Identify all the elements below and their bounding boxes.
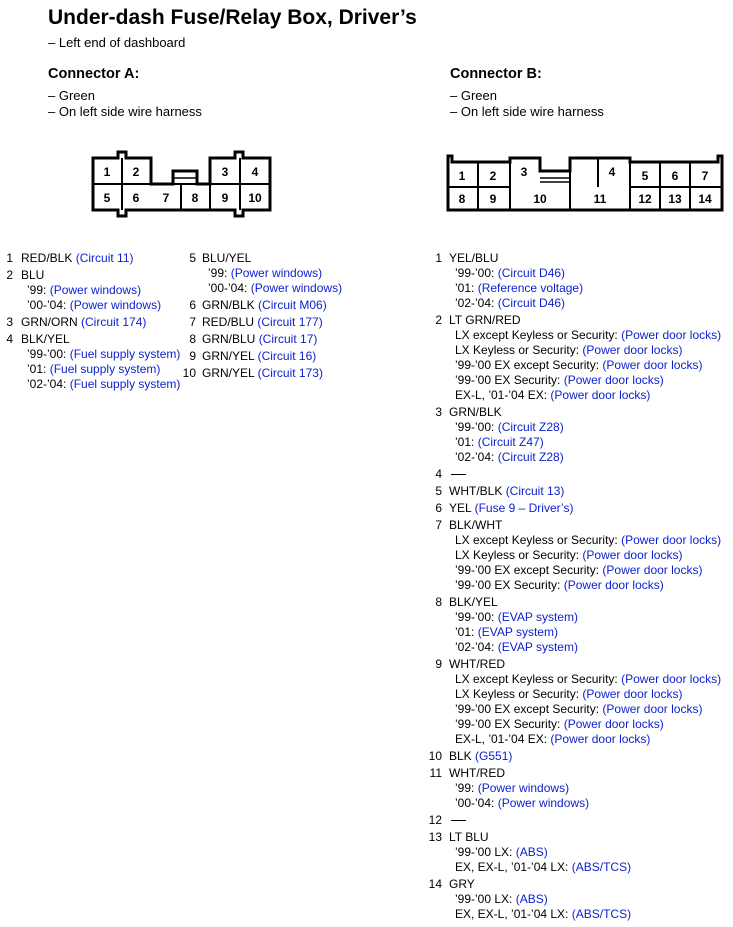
pin-number: 7	[189, 315, 196, 329]
variant-label: ’99-’00:	[455, 266, 495, 280]
pin-wire-line	[449, 405, 730, 420]
pin-wire-line	[449, 877, 730, 892]
variant-label: ’02-’04:	[27, 377, 67, 391]
connector-b-cavity: 13	[668, 192, 682, 206]
variant-label: EX, EX-L, ’01-’04 LX:	[455, 860, 569, 874]
pin-entry	[420, 501, 730, 516]
circuit-reference-link: (Power door locks)	[602, 563, 703, 577]
connector-a-notes	[48, 88, 202, 120]
pin-wire-line	[449, 766, 730, 781]
wire-color: GRN/BLK	[202, 298, 255, 312]
pin-entry	[420, 313, 730, 403]
pin-variant-line	[449, 420, 730, 435]
wire-color: GRN/ORN	[21, 315, 78, 329]
circuit-reference-link: (Circuit 174)	[81, 315, 147, 329]
pin-number: 8	[189, 332, 196, 346]
pin-entry	[420, 467, 730, 482]
pin-variant-line	[202, 281, 382, 296]
circuit-reference-link: (Power windows)	[69, 298, 162, 312]
circuit-reference-link: (Power windows)	[230, 266, 323, 280]
pin-number: 1	[435, 251, 442, 265]
variant-label: LX except Keyless or Security:	[455, 328, 618, 342]
pin-variant-line	[21, 347, 185, 362]
variant-label: LX except Keyless or Security:	[455, 672, 618, 686]
circuit-reference-link: (Power door locks)	[621, 672, 722, 686]
pin-variant-line	[449, 533, 730, 548]
circuit-reference-link: (Circuit D46)	[497, 266, 566, 280]
pin-variant-line	[449, 732, 730, 747]
pin-entry	[420, 877, 730, 922]
circuit-reference-link: (EVAP system)	[497, 640, 578, 654]
pin-wire-line	[449, 749, 730, 764]
connector-a-cavity: 7	[162, 191, 170, 205]
pin-wire-line	[449, 657, 730, 672]
variant-label: ’99-’00 LX:	[455, 892, 513, 906]
pin-entry	[182, 349, 382, 364]
pin-entry	[182, 332, 382, 347]
circuit-reference-link: (ABS/TCS)	[571, 860, 632, 874]
pin-wire-line	[449, 484, 730, 499]
circuit-reference-link: (Power door locks)	[582, 548, 683, 562]
pin-entry	[182, 315, 382, 330]
variant-label: ’02-’04:	[455, 450, 495, 464]
pin-entry	[5, 268, 185, 313]
wire-color: GRN/YEL	[202, 366, 255, 380]
pin-number: 8	[435, 595, 442, 609]
connector-a-pin-list-right	[182, 251, 382, 383]
pin-variant-line	[449, 373, 730, 388]
wire-color: GRN/YEL	[202, 349, 255, 363]
variant-label: LX Keyless or Security:	[455, 343, 580, 357]
circuit-reference-link: (ABS)	[515, 845, 548, 859]
pin-entry	[420, 813, 730, 828]
page-title: Under-dash Fuse/Relay Box, Driver’s	[48, 6, 417, 29]
connector-a-cavity: 4	[251, 165, 259, 179]
wire-color: WHT/RED	[449, 657, 505, 671]
circuit-reference-link: (Power door locks)	[602, 702, 703, 716]
connector-b-cavity: 11	[593, 192, 607, 206]
wire-color: GRN/BLU	[202, 332, 256, 346]
connector-a-diagram	[85, 148, 285, 220]
variant-label: LX Keyless or Security:	[455, 687, 580, 701]
circuit-reference-link: (Circuit D46)	[497, 296, 566, 310]
circuit-reference-link: (Circuit 173)	[257, 366, 323, 380]
pin-entry	[420, 405, 730, 465]
variant-label: ’02-’04:	[455, 296, 495, 310]
circuit-reference-link: (ABS)	[515, 892, 548, 906]
circuit-reference-link: (ABS/TCS)	[571, 907, 632, 921]
circuit-reference-link: (Fuel supply system)	[49, 362, 161, 376]
pin-entry	[420, 830, 730, 875]
variant-label: ’99-’00 LX:	[455, 845, 513, 859]
variant-label: ’99-’00:	[455, 610, 495, 624]
variant-label: ’01:	[27, 362, 47, 376]
circuit-reference-link: (Circuit 177)	[257, 315, 323, 329]
pin-wire-line	[202, 332, 382, 347]
pin-number: 1	[6, 251, 13, 265]
pin-number: 2	[6, 268, 13, 282]
wire-color: WHT/RED	[449, 766, 505, 780]
pin-number: 7	[435, 518, 442, 532]
circuit-reference-link: (Power door locks)	[582, 687, 683, 701]
wire-color: BLU/YEL	[202, 251, 252, 265]
connector-b-diagram	[440, 148, 730, 220]
variant-label: ’99-’00 EX Security:	[455, 373, 561, 387]
circuit-reference-link: (Power door locks)	[563, 717, 664, 731]
circuit-reference-link: (Power door locks)	[582, 343, 683, 357]
page-subtitle: – Left end of dashboard	[48, 35, 186, 50]
pin-wire-line	[21, 315, 185, 330]
pin-number: 4	[435, 467, 442, 481]
pin-wire-line	[449, 813, 730, 828]
pin-number: 14	[428, 877, 442, 891]
pin-variant-line	[202, 266, 382, 281]
pin-variant-line	[449, 860, 730, 875]
pin-wire-line	[449, 595, 730, 610]
circuit-reference-link: (Power door locks)	[563, 578, 664, 592]
circuit-reference-link: (Power door locks)	[563, 373, 664, 387]
pin-variant-line	[449, 548, 730, 563]
variant-label: ’99-’00 EX except Security:	[455, 358, 600, 372]
connector-b-cavity: 2	[489, 169, 497, 183]
connector-b-pin-list	[420, 251, 730, 924]
pin-variant-line	[21, 298, 185, 313]
connector-b-cavity: 12	[638, 192, 652, 206]
pin-number: 6	[435, 501, 442, 515]
pin-variant-line	[449, 907, 730, 922]
variant-label: ’01:	[455, 435, 475, 449]
pin-variant-line	[21, 377, 185, 392]
pin-variant-line	[449, 563, 730, 578]
wire-color: LT GRN/RED	[449, 313, 521, 327]
connector-a-cavity: 3	[221, 165, 229, 179]
circuit-reference-link: (Power windows)	[497, 796, 590, 810]
connector-b-cavity: 7	[701, 169, 709, 183]
pin-variant-line	[449, 388, 730, 403]
circuit-reference-link: (Power door locks)	[602, 358, 703, 372]
wire-color: WHT/BLK	[449, 484, 503, 498]
circuit-reference-link: (Power windows)	[49, 283, 142, 297]
pin-number: 9	[435, 657, 442, 671]
circuit-reference-link: (EVAP system)	[497, 610, 578, 624]
circuit-reference-link: (Circuit M06)	[258, 298, 327, 312]
connector-a-cavity: 8	[191, 191, 199, 205]
variant-label: EX-L, ’01-’04 EX:	[455, 732, 548, 746]
pin-wire-line	[202, 298, 382, 313]
wire-color: BLK	[449, 749, 472, 763]
variant-label: LX Keyless or Security:	[455, 548, 580, 562]
connector-b-cavity: 4	[608, 165, 616, 179]
pin-wire-line	[449, 518, 730, 533]
pin-variant-line	[449, 343, 730, 358]
pin-entry	[420, 484, 730, 499]
wire-color: YEL/BLU	[449, 251, 499, 265]
circuit-reference-link: (Circuit Z47)	[477, 435, 544, 449]
pin-entry	[420, 251, 730, 311]
connector-b-heading: Connector B:	[450, 66, 542, 82]
connector-b-cavity: 14	[698, 192, 712, 206]
pin-number: 11	[429, 766, 442, 780]
wire-color: BLK/WHT	[449, 518, 503, 532]
variant-label: ’99-’00 EX Security:	[455, 578, 561, 592]
pin-variant-line	[449, 450, 730, 465]
variant-label: EX, EX-L, ’01-’04 LX:	[455, 907, 569, 921]
pin-entry	[420, 518, 730, 593]
connector-a-pin-list-left	[5, 251, 185, 394]
connector-a-cavity: 6	[132, 191, 140, 205]
variant-label: ’00-’04:	[455, 796, 495, 810]
variant-label: ’00-’04:	[27, 298, 67, 312]
pin-number: 12	[428, 813, 442, 827]
pin-number: 5	[435, 484, 442, 498]
variant-label: ’01:	[455, 625, 475, 639]
pin-wire-line	[202, 251, 382, 266]
pin-variant-line	[449, 781, 730, 796]
pin-variant-line	[449, 610, 730, 625]
pin-entry	[420, 657, 730, 747]
variant-label: ’01:	[455, 281, 475, 295]
pin-variant-line	[449, 358, 730, 373]
empty-pin-dash	[451, 820, 466, 821]
connector-a-cavity: 9	[221, 191, 229, 205]
circuit-reference-link: (Circuit 17)	[258, 332, 318, 346]
pin-variant-line	[449, 625, 730, 640]
variant-label: ’99-’00 EX except Security:	[455, 702, 600, 716]
pin-entry	[182, 298, 382, 313]
variant-label: ’99-’00 EX except Security:	[455, 563, 600, 577]
connector-a-note: – On left side wire harness	[48, 104, 202, 119]
connector-b-notes	[450, 88, 604, 120]
connector-b-cavity: 5	[641, 169, 649, 183]
variant-label: EX-L, ’01-’04 EX:	[455, 388, 548, 402]
circuit-reference-link: (Power windows)	[250, 281, 343, 295]
pin-number: 3	[435, 405, 442, 419]
pin-variant-line	[449, 640, 730, 655]
pin-entry	[5, 251, 185, 266]
circuit-reference-link: (Power windows)	[477, 781, 570, 795]
connector-a-heading: Connector A:	[48, 66, 140, 82]
pin-variant-line	[449, 296, 730, 311]
connector-b-note: – Green	[450, 88, 497, 103]
circuit-reference-link: (Power door locks)	[550, 388, 651, 402]
wire-color: RED/BLK	[21, 251, 73, 265]
pin-variant-line	[449, 687, 730, 702]
variant-label: ’99-’00:	[455, 420, 495, 434]
pin-wire-line	[21, 332, 185, 347]
pin-variant-line	[449, 328, 730, 343]
circuit-reference-link: (Fuel supply system)	[69, 347, 181, 361]
pin-variant-line	[449, 281, 730, 296]
pin-wire-line	[449, 313, 730, 328]
circuit-reference-link: (Fuse 9 – Driver’s)	[474, 501, 574, 515]
connector-b-cavity: 8	[458, 192, 466, 206]
circuit-reference-link: (Fuel supply system)	[69, 377, 181, 391]
pin-wire-line	[449, 467, 730, 482]
connector-b-cavity: 6	[671, 169, 679, 183]
circuit-reference-link: (Power door locks)	[550, 732, 651, 746]
connector-a-cavity: 5	[103, 191, 111, 205]
wire-color: BLU	[21, 268, 45, 282]
variant-label: ’99:	[27, 283, 47, 297]
pin-number: 9	[189, 349, 196, 363]
variant-label: ’02-’04:	[455, 640, 495, 654]
circuit-reference-link: (Circuit 13)	[505, 484, 565, 498]
variant-label: LX except Keyless or Security:	[455, 533, 618, 547]
pin-entry	[420, 749, 730, 764]
circuit-reference-link: (Circuit Z28)	[497, 450, 564, 464]
connector-a-cavity: 1	[103, 165, 111, 179]
pin-variant-line	[449, 717, 730, 732]
connector-b-cavity: 1	[458, 169, 466, 183]
pin-entry	[182, 251, 382, 296]
pin-wire-line	[21, 251, 185, 266]
pin-variant-line	[21, 362, 185, 377]
pin-variant-line	[449, 435, 730, 450]
pin-wire-line	[202, 349, 382, 364]
connector-b-cavity: 10	[533, 192, 547, 206]
variant-label: ’99:	[455, 781, 475, 795]
pin-number: 10	[428, 749, 442, 763]
circuit-reference-link: (Power door locks)	[621, 533, 722, 547]
pin-number: 4	[6, 332, 13, 346]
variant-label: ’99:	[208, 266, 228, 280]
pin-wire-line	[449, 251, 730, 266]
pin-wire-line	[21, 268, 185, 283]
circuit-reference-link: (Circuit 11)	[75, 251, 134, 265]
circuit-reference-link: (EVAP system)	[477, 625, 558, 639]
pin-wire-line	[449, 830, 730, 845]
pin-entry	[5, 315, 185, 330]
wire-color: LT BLU	[449, 830, 489, 844]
connector-a-note: – Green	[48, 88, 95, 103]
connector-b-cavity: 9	[489, 192, 497, 206]
pin-number: 3	[6, 315, 13, 329]
pin-wire-line	[202, 315, 382, 330]
pin-number: 2	[435, 313, 442, 327]
wire-color: BLK/YEL	[449, 595, 498, 609]
pin-wire-line	[202, 366, 382, 381]
wire-color: GRY	[449, 877, 475, 891]
wire-color: YEL	[449, 501, 472, 515]
circuit-reference-link: (Circuit Z28)	[497, 420, 564, 434]
pin-variant-line	[449, 702, 730, 717]
pin-variant-line	[449, 266, 730, 281]
circuit-reference-link: (G551)	[475, 749, 513, 763]
pin-variant-line	[449, 845, 730, 860]
connector-b-note: – On left side wire harness	[450, 104, 604, 119]
pin-number: 5	[189, 251, 196, 265]
pin-number: 13	[428, 830, 442, 844]
wire-color: RED/BLU	[202, 315, 255, 329]
pin-variant-line	[449, 796, 730, 811]
pin-entry	[5, 332, 185, 392]
circuit-reference-link: (Circuit 16)	[257, 349, 317, 363]
wire-color: GRN/BLK	[449, 405, 502, 419]
connector-b-cavity: 3	[520, 165, 528, 179]
pin-entry	[420, 766, 730, 811]
pin-number: 6	[189, 298, 196, 312]
empty-pin-dash	[451, 474, 466, 475]
variant-label: ’00-’04:	[208, 281, 248, 295]
pin-entry	[420, 595, 730, 655]
pin-variant-line	[449, 892, 730, 907]
pin-variant-line	[449, 672, 730, 687]
pin-entry	[182, 366, 382, 381]
pin-number: 10	[182, 366, 196, 380]
pin-variant-line	[449, 578, 730, 593]
connector-a-cavity: 10	[248, 191, 262, 205]
circuit-reference-link: (Power door locks)	[621, 328, 722, 342]
variant-label: ’99-’00:	[27, 347, 67, 361]
circuit-reference-link: (Reference voltage)	[477, 281, 584, 295]
connector-a-cavity: 2	[132, 165, 140, 179]
wire-color: BLK/YEL	[21, 332, 70, 346]
pin-wire-line	[449, 501, 730, 516]
variant-label: ’99-’00 EX Security:	[455, 717, 561, 731]
pin-variant-line	[21, 283, 185, 298]
